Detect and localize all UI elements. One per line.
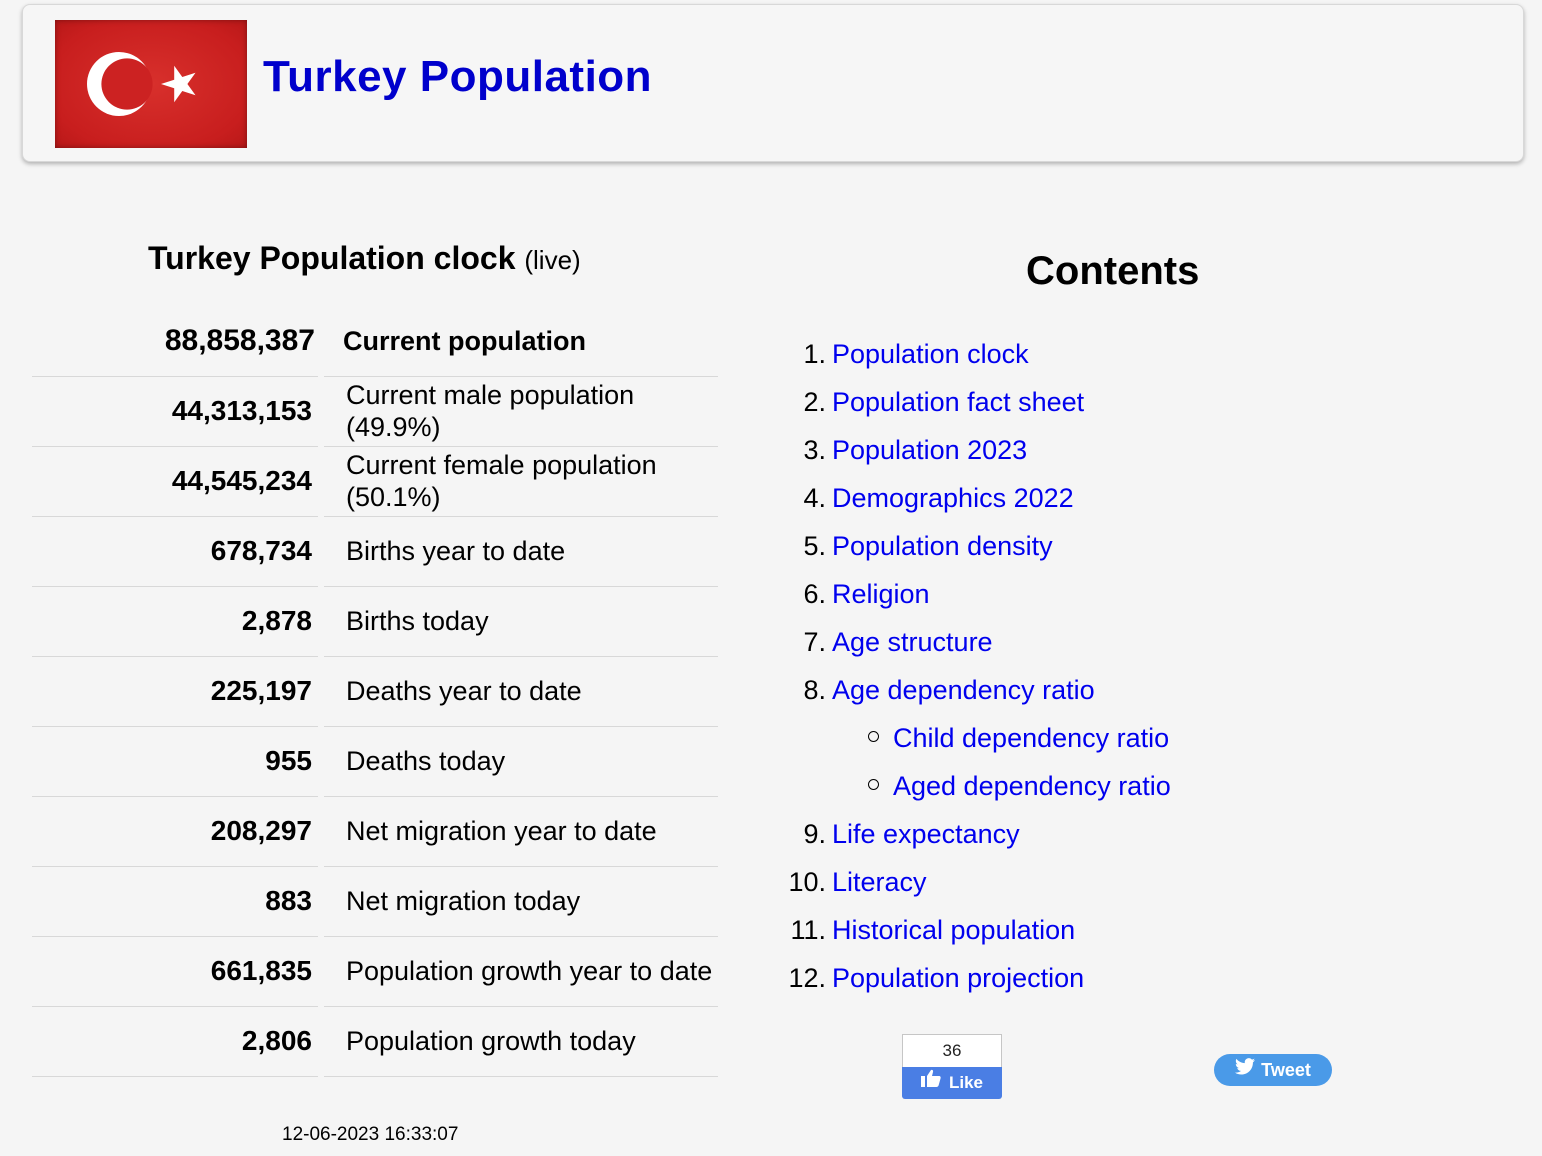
stat-label: Deaths today: [321, 726, 718, 796]
clock-heading-live: (live): [524, 245, 581, 275]
toc-subitem: [780, 714, 1171, 762]
toc-link-life-expectancy[interactable]: Life expectancy: [832, 819, 1020, 849]
tweet-button[interactable]: [1214, 1054, 1332, 1086]
toc-link-historical-population[interactable]: Historical population: [832, 915, 1076, 945]
stat-label: Net migration today: [321, 866, 718, 936]
toc-item: [780, 426, 1171, 474]
stat-value: 208,297: [32, 796, 321, 866]
toc-link-literacy[interactable]: Literacy: [832, 867, 927, 897]
turkey-flag-icon: [55, 20, 247, 148]
toc-link-age-structure[interactable]: Age structure: [832, 627, 993, 657]
stat-value: 225,197: [32, 656, 321, 726]
toc-item: [780, 570, 1171, 618]
stat-value: 44,313,153: [32, 376, 321, 446]
table-row: [32, 796, 718, 866]
toc-number: 10.: [788, 867, 826, 897]
stat-label: Births year to date: [321, 516, 718, 586]
table-row: [32, 306, 718, 376]
toc-link-population-fact-sheet[interactable]: Population fact sheet: [832, 387, 1085, 417]
twitter-bird-icon: [1235, 1053, 1255, 1085]
toc-item: [780, 474, 1171, 522]
thumbs-up-icon: [921, 1066, 941, 1098]
toc-item: [780, 618, 1171, 666]
clock-timestamp: 12-06-2023 16:33:07: [282, 1124, 459, 1145]
toc-item: [780, 378, 1171, 426]
stat-label: Population growth year to date: [321, 936, 718, 1006]
toc-item: [780, 954, 1171, 1002]
table-of-contents: [780, 330, 1171, 1002]
toc-link-aged-dependency-ratio[interactable]: Aged dependency ratio: [893, 771, 1171, 801]
population-clock-table: [32, 306, 718, 1077]
like-count: 36: [902, 1034, 1002, 1067]
page-title: Turkey Population: [263, 52, 653, 101]
toc-number: 4.: [803, 483, 826, 513]
stat-label-text: Current male population (49.9%): [346, 380, 635, 442]
stat-label: [321, 446, 718, 516]
toc-link-child-dependency-ratio[interactable]: Child dependency ratio: [893, 723, 1170, 753]
toc-number: 7.: [803, 627, 826, 657]
toc-number: 5.: [803, 531, 826, 561]
circle-bullet-icon: [868, 731, 879, 742]
stat-value: 661,835: [32, 936, 321, 1006]
stat-label-text: Current female population (50.1%): [346, 450, 657, 512]
toc-number: 9.: [803, 819, 826, 849]
header-card: [22, 4, 1524, 162]
toc-number: 1.: [803, 339, 826, 369]
contents-heading: Contents: [1026, 249, 1200, 293]
stat-value: 88,858,387: [164, 323, 315, 357]
toc-link-demographics-2022[interactable]: Demographics 2022: [832, 483, 1074, 513]
table-row: [32, 866, 718, 936]
toc-number: 11.: [790, 915, 826, 945]
stat-value: 2,878: [32, 586, 321, 656]
toc-item: [780, 330, 1171, 378]
toc-link-population-2023[interactable]: Population 2023: [832, 435, 1028, 465]
toc-link-population-clock[interactable]: Population clock: [832, 339, 1029, 369]
stat-label: Current population: [343, 325, 586, 356]
stat-label: Population growth today: [321, 1006, 718, 1076]
toc-item: [780, 906, 1171, 954]
toc-number: 3.: [803, 435, 826, 465]
toc-number: 6.: [803, 579, 826, 609]
table-row: [32, 516, 718, 586]
toc-item: [780, 522, 1171, 570]
table-row: [32, 936, 718, 1006]
clock-heading-text: Turkey Population clock: [148, 240, 516, 276]
stat-value: 2,806: [32, 1006, 321, 1076]
circle-bullet-icon: [868, 779, 879, 790]
stat-label: Births today: [321, 586, 718, 656]
clock-heading: [148, 236, 581, 282]
stat-value: 883: [32, 866, 321, 936]
toc-number: 12.: [788, 963, 826, 993]
toc-subitem: [780, 762, 1171, 810]
table-row: [32, 376, 718, 446]
toc-link-population-projection[interactable]: Population projection: [832, 963, 1085, 993]
toc-link-age-dependency-ratio[interactable]: Age dependency ratio: [832, 675, 1095, 705]
table-row: [32, 726, 718, 796]
table-row: [32, 656, 718, 726]
stat-label: Net migration year to date: [321, 796, 718, 866]
toc-item: [780, 858, 1171, 906]
facebook-like-widget: [902, 1034, 1002, 1098]
toc-number: 2.: [803, 387, 826, 417]
stat-value: 955: [32, 726, 321, 796]
like-label: Like: [948, 1073, 984, 1092]
toc-link-religion[interactable]: Religion: [832, 579, 930, 609]
toc-number: 8.: [803, 675, 826, 705]
stat-value: 44,545,234: [32, 446, 321, 516]
table-row: [32, 446, 718, 516]
toc-item: [780, 666, 1171, 714]
toc-item: [780, 810, 1171, 858]
table-row: [32, 1006, 718, 1076]
stat-label: Deaths year to date: [321, 656, 718, 726]
toc-link-population-density[interactable]: Population density: [832, 531, 1053, 561]
tweet-label: Tweet: [1261, 1060, 1311, 1080]
table-row: [32, 586, 718, 656]
facebook-like-button[interactable]: [902, 1067, 1002, 1099]
stat-label: [321, 376, 718, 446]
stat-value: 678,734: [32, 516, 321, 586]
